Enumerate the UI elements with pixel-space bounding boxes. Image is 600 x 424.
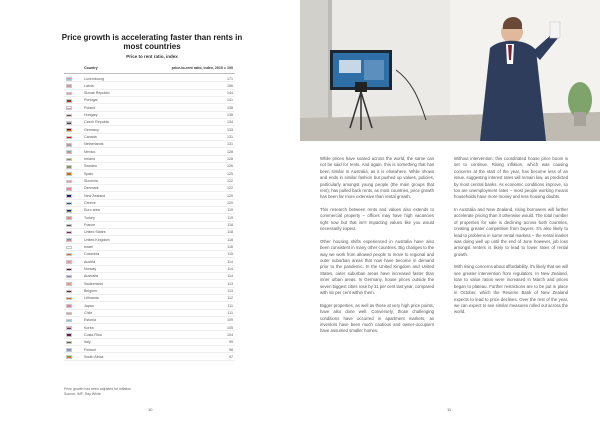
table-row	[64, 134, 235, 141]
ratio-value: 113	[227, 289, 233, 294]
country-name: Netherlands	[84, 142, 104, 147]
flag-icon	[66, 216, 72, 220]
table-row	[64, 141, 235, 148]
flag-icon	[66, 187, 72, 191]
country-name: Italy	[84, 340, 91, 345]
ratio-value: 97	[229, 354, 233, 359]
ratio-value: 105	[227, 325, 233, 330]
table-row	[64, 90, 235, 97]
flag-icon	[66, 319, 72, 323]
flag-icon	[66, 260, 72, 264]
table-row	[64, 192, 235, 199]
ratio-value: 122	[227, 186, 233, 191]
country-name: Lithuania	[84, 296, 99, 301]
table-row	[64, 222, 235, 229]
presenter-photo	[300, 0, 600, 141]
country-name: Israel	[84, 245, 93, 250]
table-row	[64, 280, 235, 287]
ratio-value: 141	[227, 98, 233, 103]
flag-icon	[66, 355, 72, 359]
chart-subtitle: Price to rent ratio, index	[126, 54, 178, 59]
country-name: Costa Rica	[84, 332, 102, 337]
table-row	[64, 339, 235, 346]
table-row	[64, 288, 235, 295]
flag-icon	[66, 194, 72, 198]
table-row	[64, 295, 235, 302]
ratio-value: 99	[229, 340, 233, 345]
ratio-value: 116	[227, 245, 233, 250]
country-name: Slovenia	[84, 179, 98, 184]
flag-icon	[66, 128, 72, 132]
ratio-value: 113	[227, 281, 233, 286]
flag-icon	[66, 246, 72, 250]
country-name: Canada	[84, 135, 97, 140]
flag-icon	[66, 312, 72, 316]
ratio-value: 109	[227, 318, 233, 323]
country-name: France	[84, 223, 96, 228]
country-name: Sweden	[84, 164, 97, 169]
source-text: Source: IMF, Ray White	[64, 392, 101, 396]
table-row	[64, 163, 235, 170]
ratio-value: 114	[227, 274, 233, 279]
country-name: Turkey	[84, 215, 95, 220]
country-name: Colombia	[84, 252, 100, 257]
column-header-country: Country	[84, 66, 98, 70]
country-name: Ireland	[84, 157, 95, 162]
flag-icon	[66, 268, 72, 272]
flag-icon	[66, 231, 72, 235]
ratio-value: 111	[227, 311, 233, 315]
chart-footnote	[64, 387, 235, 397]
table-row	[64, 302, 235, 309]
flag-icon	[66, 136, 72, 140]
ratio-value: 156	[227, 83, 233, 88]
country-name: Switzerland	[84, 281, 103, 286]
country-name: United States	[84, 230, 106, 235]
table-row	[64, 273, 235, 280]
article-paragraph: In Australia and New Zealand, rising borrowers will further accelerate pricing than it otherwise would. The total number of properties for sale is declining across both countries, creating greater competition from buyers. It's also likely to lead to problems in some rental markets – the rental market was doing well up until the end of June however, job loss amongst renters is likely to lead to lower rates of rental growth.	[454, 207, 568, 257]
country-name: South Africa	[84, 354, 104, 359]
flag-icon	[66, 209, 72, 213]
table-row	[64, 346, 235, 353]
country-table	[64, 75, 235, 361]
country-name: Czech Republic	[84, 120, 110, 125]
ratio-value: 171	[227, 76, 233, 81]
flag-icon	[66, 106, 72, 110]
table-row	[64, 126, 235, 133]
country-name: Germany	[84, 127, 99, 132]
country-name: Mexico	[84, 149, 96, 154]
article-paragraph: Bigger properties, as well as those at very high price points, have also done well. Conversely, those challenging conditions have occurred in apartment markets, as investors have been much cautious and owner-occupiers have assumed smaller homes.	[320, 302, 434, 334]
ratio-value: 128	[227, 149, 233, 154]
country-name: Japan	[84, 303, 94, 308]
table-row	[64, 185, 235, 192]
flag-icon	[66, 238, 72, 242]
flag-icon	[66, 297, 72, 301]
country-name: Estonia	[84, 318, 96, 323]
table-row	[64, 229, 235, 236]
ratio-value: 120	[227, 201, 233, 206]
country-name: Euro area	[84, 208, 100, 213]
flag-icon	[66, 304, 72, 308]
ratio-value: 114	[227, 267, 233, 272]
country-name: Belgium	[84, 289, 97, 294]
country-name: United Kingdom	[84, 237, 110, 242]
flag-icon	[66, 348, 72, 352]
flag-icon	[66, 165, 72, 169]
table-row	[64, 156, 235, 163]
flag-icon	[66, 158, 72, 162]
column-header-value: price-to-rent ratio, index, 2015 = 100	[171, 66, 233, 70]
right-page	[300, 0, 600, 424]
chart-title: Price growth is accelerating faster than rents in most countries	[61, 33, 243, 51]
country-name: Latvia	[84, 83, 94, 88]
ratio-value: 118	[227, 230, 233, 235]
table-row	[64, 119, 235, 126]
ratio-value: 114	[227, 259, 233, 264]
table-row	[64, 236, 235, 243]
ratio-value: 120	[227, 193, 233, 198]
flag-icon	[66, 77, 72, 81]
table-row	[64, 82, 235, 89]
flag-icon	[66, 172, 72, 176]
ratio-value: 119	[227, 215, 233, 220]
flag-icon	[66, 92, 72, 96]
table-row	[64, 104, 235, 111]
photo-illustration	[300, 0, 600, 141]
flag-icon	[66, 143, 72, 147]
table-row	[64, 97, 235, 104]
article-paragraph: Without intervention, this coordinated house price boom is set to continue. Rising inflation, which was causing concerns at the start of the year, has become less of an issue, suggesting interest rates will remain low, as predicted by most central banks. As economic conditions improve, so too are unemployment rates – most people working means households have more money and less housing doubts.	[454, 156, 568, 200]
table-row	[64, 331, 235, 338]
country-name: Denmark	[84, 186, 99, 191]
flag-icon	[66, 290, 72, 294]
ratio-value: 115	[227, 252, 233, 257]
country-name: Austria	[84, 259, 96, 264]
ratio-value: 135	[227, 113, 233, 118]
country-name: Finland	[84, 347, 96, 352]
ratio-value: 112	[227, 296, 233, 301]
ratio-value: 118	[227, 237, 233, 242]
article-column-2	[454, 156, 568, 322]
flag-icon	[66, 202, 72, 206]
table-row	[64, 214, 235, 221]
ratio-value: 131	[227, 135, 233, 140]
table-row	[64, 207, 235, 214]
country-name: Australia	[84, 274, 98, 279]
ratio-value: 122	[227, 179, 233, 184]
table-row	[64, 353, 235, 360]
ratio-value: 133	[227, 127, 233, 132]
article-paragraph: This research between rents and values also extends to commercial property – offices may have high vacancies right now but that isn't impacting values like you would necessarily expect.	[320, 207, 434, 232]
table-row	[64, 148, 235, 155]
country-name: Korea	[84, 325, 94, 330]
flag-icon	[66, 326, 72, 330]
ratio-value: 128	[227, 157, 233, 162]
ratio-value: 98	[229, 347, 233, 352]
ratio-value: 119	[227, 208, 233, 213]
table-row	[64, 310, 235, 317]
ratio-value: 134	[227, 120, 233, 125]
ratio-value: 144	[227, 91, 233, 96]
ratio-value: 118	[227, 223, 233, 228]
country-name: Spain	[84, 171, 94, 176]
flag-icon	[66, 333, 72, 337]
flag-icon	[66, 253, 72, 257]
ratio-value: 138	[227, 105, 233, 110]
flag-icon	[66, 99, 72, 103]
article-paragraph: With rising concerns about affordability, it's likely that we will see greater intervention from regulators. In New Zealand, loan to value ratios were increased in March and prices began to plateau. Further restrictions are to be put in place in October, which the Reserve Bank of New Zealand expects to lead to price declines. Over the rest of the year, we can expect to see similar measures rolled out across the world.	[454, 264, 568, 315]
ratio-value: 104	[227, 332, 233, 337]
page-number-right: 11	[447, 407, 452, 412]
article-column-1	[320, 156, 434, 341]
flag-icon	[66, 121, 72, 125]
country-name: Hungary	[84, 113, 98, 118]
flag-icon	[66, 150, 72, 154]
flag-icon	[66, 84, 72, 88]
footnote-text: Price growth has been adjusted for inflation	[64, 387, 132, 391]
country-name: Chile	[84, 311, 93, 315]
country-name: Greece	[84, 201, 96, 206]
country-name: Luxembourg	[84, 76, 104, 81]
flag-icon	[66, 282, 72, 286]
table-row	[64, 178, 235, 185]
flag-icon	[66, 180, 72, 184]
ratio-value: 131	[227, 142, 233, 147]
table-row	[64, 258, 235, 265]
table-row	[64, 317, 235, 324]
table-row	[64, 244, 235, 251]
country-name: New Zealand	[84, 193, 106, 198]
page-number-left: 10	[148, 407, 153, 412]
country-name: Poland	[84, 105, 96, 110]
table-row	[64, 75, 235, 82]
flag-icon	[66, 275, 72, 279]
article-paragraph: While prices have soared across the world, the same can not be said for rents. And again, this is something that has been similar in Australia, as it is elsewhere. While shows and ends in similar fashion but pushed up values, policies, particularly amongst young people (the main groups that rent), has pulled back rents, as most countries, price growth has been far more extensive than rental growth.	[320, 156, 434, 200]
flag-icon	[66, 114, 72, 118]
country-name: Slovak Republic	[84, 91, 110, 96]
flag-icon	[66, 341, 72, 345]
table-row	[64, 266, 235, 273]
flag-icon	[66, 224, 72, 228]
table-header	[64, 66, 235, 74]
table-row	[64, 251, 235, 258]
country-name: Portugal	[84, 98, 98, 103]
country-name: Norway	[84, 267, 97, 272]
article-paragraph: Other housing shifts experienced in Australia have also been consistent in many other countries. Big changes to the way we work from allowed people to move to regional and outer suburban areas that now have become in demand prior to the pandemic. In the United Kingdom and United States, outer suburban areas have increased faster than inner urban areas. In Germany, house prices outside the seven biggest cities rose by 11 per cent last year, compared with six per cent within them.	[320, 238, 434, 296]
table-row	[64, 200, 235, 207]
ratio-value: 111	[227, 303, 233, 308]
table-row	[64, 112, 235, 119]
ratio-value: 125	[227, 171, 233, 176]
ratio-value: 126	[227, 164, 233, 169]
table-row	[64, 324, 235, 331]
table-row	[64, 170, 235, 177]
